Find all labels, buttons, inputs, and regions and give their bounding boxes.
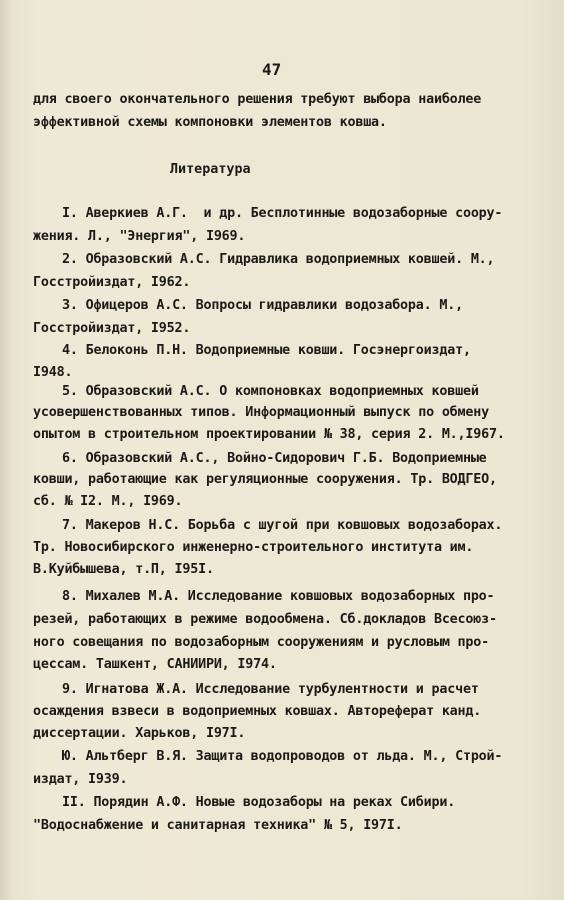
reference-5-line-1: 5. Образовский А.С. О компоновках водоприемных ковшей — [62, 384, 479, 399]
reference-7-line-2: Тр. Новосибирского инженерно-строительного института им. — [33, 540, 474, 555]
page-number: 47 — [262, 60, 282, 79]
reference-5-line-3: опытом в строительном проектировании № 38, серия 2. М.,I967. — [33, 427, 505, 442]
intro-line-1: для своего окончательного решения требуют выбора наиболее — [33, 92, 482, 107]
reference-7-line-1: 7. Макеров Н.С. Борьба с шугой при ковшовых водозаборах. — [62, 518, 503, 533]
reference-10-line-2: издат, I939. — [33, 772, 128, 787]
reference-6-line-1: 6. Образовский А.С., Войно-Сидорович Г.Б. Водоприемные — [62, 451, 487, 466]
reference-3-line-2: Госстройиздат, I952. — [33, 321, 191, 336]
reference-10-line-1: Ю. Альтберг В.Я. Защита водопроводов от льда. М., Строй- — [62, 749, 503, 764]
reference-4-line-1: 4. Белоконь П.Н. Водоприемные ковши. Госэнергоиздат, — [62, 343, 471, 358]
references-heading: Литература — [170, 162, 251, 177]
reference-6-line-2: ковши, работающие как регуляционные сооружения. Тр. ВОДГЕО, — [33, 472, 497, 487]
reference-9-line-3: диссертации. Харьков, I97I. — [33, 726, 246, 741]
reference-2-line-1: 2. Образовский А.С. Гидравлика водоприемных ковшей. М., — [62, 252, 495, 267]
reference-5-line-2: усовершенствованных типов. Информационный выпуск по обмену — [33, 405, 489, 420]
reference-8-line-2: резей, работающих в режиме водообмена. Сб.докладов Всесоюз- — [33, 612, 497, 627]
reference-7-line-3: В.Куйбышева, т.П, I95I. — [33, 562, 214, 577]
reference-11-line-2: "Водоснабжение и санитарная техника" № 5, I97I. — [33, 818, 403, 833]
reference-8-line-4: цессам. Ташкент, САНИИРИ, I974. — [33, 657, 277, 672]
reference-8-line-3: ного совещания по водозаборным сооружениям и русловым про- — [33, 635, 489, 650]
intro-line-2: эффективной схемы компоновки элементов ковша. — [33, 115, 387, 130]
reference-1-line-2: жения. Л., "Энергия", I969. — [33, 229, 246, 244]
reference-8-line-1: 8. Михалев М.А. Исследование ковшовых водозаборных про- — [62, 589, 495, 604]
reference-11-line-1: II. Порядин А.Ф. Новые водозаборы на реках Сибири. — [62, 795, 456, 810]
reference-6-line-3: сб. № I2. М., I969. — [33, 494, 183, 509]
reference-9-line-1: 9. Игнатова Ж.А. Исследование турбулентности и расчет — [62, 682, 479, 697]
reference-2-line-2: Госстройиздат, I962. — [33, 275, 191, 290]
reference-9-line-2: осаждения взвеси в водоприемных ковшах. Автореферат канд. — [33, 704, 482, 719]
reference-1-line-1: I. Аверкиев А.Г. и др. Бесплотинные водозаборные соору- — [62, 206, 503, 221]
reference-3-line-1: 3. Офицеров А.С. Вопросы гидравлики водозабора. М., — [62, 298, 463, 313]
reference-4-line-2: I948. — [33, 365, 73, 380]
